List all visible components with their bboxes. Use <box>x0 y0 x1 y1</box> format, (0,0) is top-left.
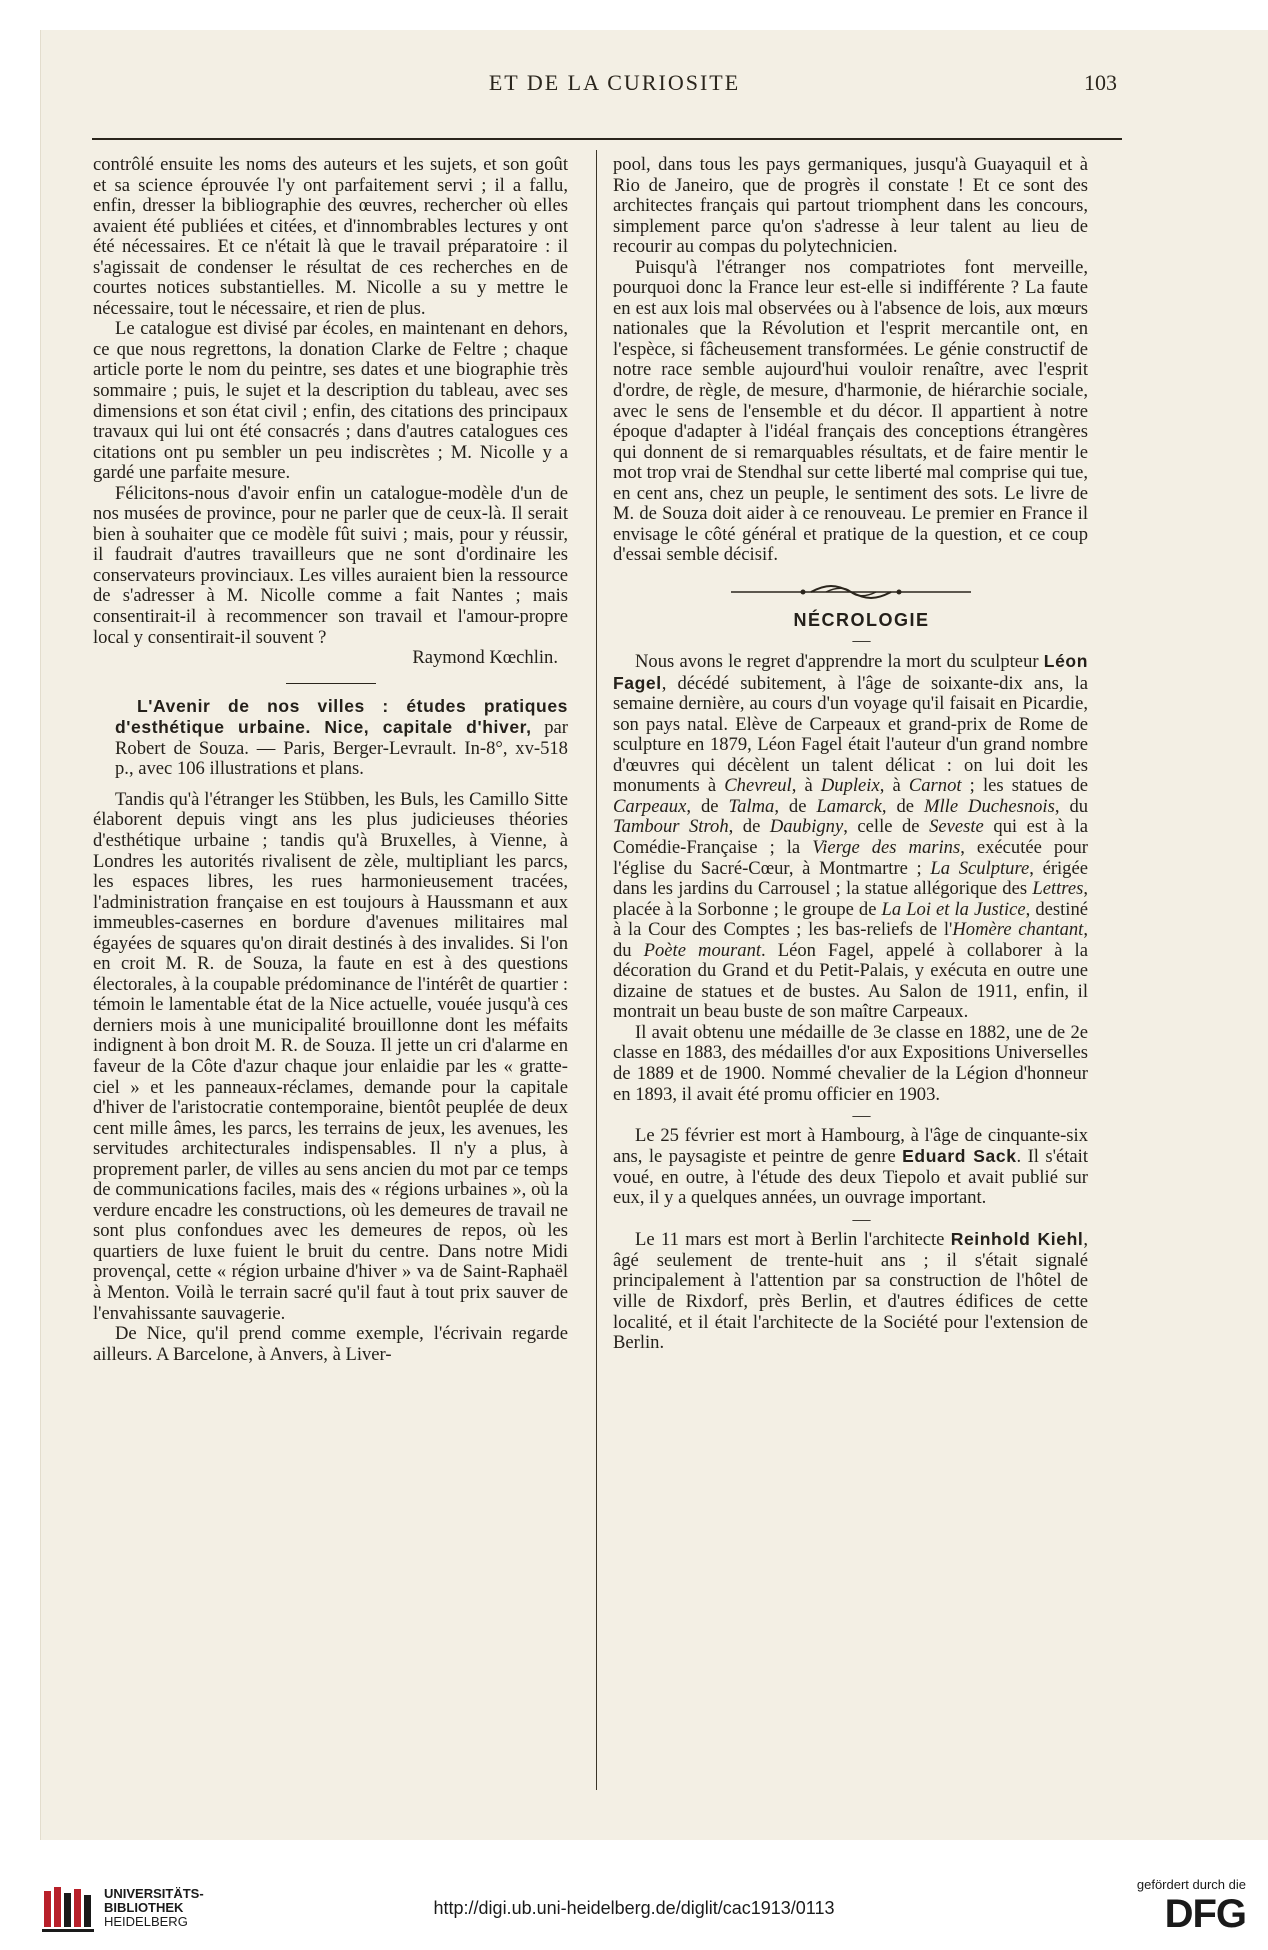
page-header <box>92 60 1137 100</box>
ornament-divider <box>613 582 1088 602</box>
review-heading <box>93 696 568 780</box>
paragraph: contrôlé ensuite les noms des auteurs et les sujets, et son goût et sa science éprouvée l'y ont parfaitement servi ; il a fallu, enfin, dresser la bibliographie des œuvres, rechercher où elles avaient été publiées et citées, et d'innombrables lectures y ont été nécessaires. Et ce n'était là que le travail préparatoire : il s'agissait de condenser le résultat de ces recherches en de courtes notices substantielles. M. Nicolle a su y mettre le nécessaire, tout le nécessaire, et rien de plus. <box>93 154 568 319</box>
paragraph: Puisqu'à l'étranger nos compatriotes font merveille, pourquoi donc la France leur est-elle si indifférente ? La faute en est aux lois mal observées ou à l'absence de lois, aux mœurs nationales que la Révolution et l'esprit mercantile ont, en l'espèce, si fâcheusement transformées. Le génie constructif de notre race semble aujourd'hui vouloir renaître, avec l'esprit d'ordre, de règle, de mesure, d'harmonie, de hiérarchie sociale, avec le sens de l'ensemble et du décor. Il appartient à notre époque d'adapter à l'idéal français des conceptions étrangères qui donnent de si remarquables résultats, et de faire mentir le mot trop vrai de Stendhal sur cette liberté mal comprise qui tue, en cent ans, chez un peuple, le sentiment des sots. Le livre de M. de Souza doit aider à ce renouveau. Le premier en France il envisage le côté général et pratique de la question, et ce coup d'essai semble décisif. <box>613 256 1088 566</box>
person-name: Eduard Sack <box>902 1146 1017 1167</box>
short-dash: — <box>852 630 871 651</box>
digitization-footer <box>0 1865 1268 1950</box>
person-name: Léon Fagel <box>613 651 1088 693</box>
paragraph: pool, dans tous les pays germaniques, jusqu'à Guayaquil et à Rio de Janeiro, que de progrès il constate ! Et ce sont des architectes français qui partout triomphent dans les concours, simplement parce qu'on s'adresse à leur talent au lieu de recourir au compas du polytechnicien. <box>613 154 1088 258</box>
source-url-link[interactable]: http://digi.ub.uni-heidelberg.de/diglit/cac1913/0113 <box>433 1898 835 1918</box>
section-title: NÉCROLOGIE <box>793 609 930 630</box>
obituary-sack: Le 25 février est mort à Hambourg, à l'âge de cinquante-six ans, le paysagiste et peintre de genre Eduard Sack. Il s'était voué, en outre, à l'étude des deux Tiepolo et avait publié sur eux, il y a quelques années, un ouvrage important. <box>613 1124 1088 1209</box>
author-signature: Raymond Kœchlin. <box>412 647 558 669</box>
running-title: ET DE LA CURIOSITE <box>488 70 741 95</box>
column-divider <box>596 150 597 1790</box>
funding-notice <box>1137 1877 1246 1934</box>
paragraph: Tandis qu'à l'étranger les Stübben, les Buls, les Camillo Sitte élaborent depuis vingt ans les plus judicieuses théories d'esthétique urbaine ; tandis qu'à Bruxelles, à Vienne, à Londres les autorités rivalisent de zèle, multipliant les parcs, les espaces libres, les rues harmonieusement tracées, l'administration française en est toujours à Haussmann et aux immeubles-casernes en bordure d'avenues militaires mal égayées de squares qu'on dirait destinés à des invalides. Si l'on en croit M. R. de Souza, la faute en est à des questions électorales, à la coupable prédominance de l'intérêt de quartier : témoin le lamentable état de la Nice actuelle, vouée jusqu'à ces derniers mois à une municipalité brouillonne dont les méfaits indignent à bon droit M. R. de Souza. Il jette un cri d'alarme en faveur de la Côte d'azur chaque jour enlaidie par les « gratte-ciel » et les panneaux-réclames, demande pour la capitale d'hiver de l'aristocratie contemporaine, bientôt peuplée de deux cent mille âmes, les parcs, les terrains de jeux, les avenues, les servitudes architecturales indispensables. Il n'y a plus, à proprement parler, de villes au sens ancien du mot par ce temps de communications faciles, mais des « régions urbaines », où la verdure encadre les constructions, où les demeures de travail ne sont plus confondues avec les demeures de repos, où les quartiers de luxe fuient le bruit du centre. Dans notre Midi provençal, cette « région urbaine d'hiver » va de Saint-Raphaël à Menton. Voilà le terrain sacré qu'il faut à tout prix sauver de l'envahissante sauvagerie. <box>93 788 568 1324</box>
review-publisher: — Paris, Berger-Levrault. In-8°, xv-518 p., avec 106 illustrations et plans. <box>115 737 568 780</box>
page-number: 103 <box>1084 70 1117 95</box>
dfg-logo: DFG <box>1164 1892 1246 1936</box>
right-column <box>613 155 1088 1354</box>
short-dash: — <box>852 1208 871 1229</box>
paragraph: De Nice, qu'il prend comme exemple, l'écrivain regarde ailleurs. A Barcelone, à Anvers, à Liver- <box>93 1323 568 1365</box>
funding-text: gefördert durch die <box>1136 1877 1246 1892</box>
paragraph: Il avait obtenu une médaille de 3e classe en 1882, une de 2e classe en 1883, des médailles d'or aux Expositions Universelles de 1889 et de 1900. Nommé chevalier de la Légion d'honneur en 1893, il avait été promu officier en 1903. <box>613 1021 1088 1105</box>
review-author: par Robert de Souza. <box>115 717 568 759</box>
header-rule <box>92 138 1122 140</box>
obituary-kiehl: Le 11 mars est mort à Berlin l'architecte Reinhold Kiehl, âgé seulement de trente-huit ans ; il s'était signalé principalement à l'attention par sa construction de l'hôtel de ville de Rixdorf, près Berlin, et d'autres édifices de cette localité, et il était l'architecte de la Société pour l'extension de Berlin. <box>613 1229 1088 1354</box>
short-dash: — <box>852 1105 871 1126</box>
library-name: UNIVERSITÄTS- BIBLIOTHEK HEIDELBERG <box>104 1886 204 1929</box>
review-title: L'Avenir de nos villes : études pratiques d'esthétique urbaine. Nice, capitale d'hiver, <box>115 695 568 738</box>
ornament-icon <box>731 582 971 602</box>
obituary-fagel: Nous avons le regret d'apprendre la mort du sculpteur Léon Fagel, décédé subitement, à l'âge de soixante-dix ans, la semaine dernière, au cours d'un voyage qu'il faisait en Picardie, son pays natal. Elève de Carpeaux et grand-prix de Rome de sculpture en 1879, Léon Fagel était l'auteur d'un grand nombre d'œuvres qui décèlent un talent délicat : on lui doit les monuments à Chevreul, à Dupleix, à Carnot ; les statues de Carpeaux, de Talma, de Lamarck, de Mlle Duchesnois, du Tambour Stroh, de Daubigny, celle de Seveste qui est à la Comédie-Française ; la Vierge des marins, exécutée pour l'église du Sacré-Cœur, à Montmartre ; La Sculpture, érigée dans les jardins du Carrousel ; la statue allégorique des Lettres, placée à la Sorbonne ; le groupe de La Loi et la Justice, destiné à la Cour des Comptes ; les bas-reliefs de l'Homère chantant, du Poète mourant. Léon Fagel, appelé à collaborer à la décoration du Grand et du Petit-Palais, y exécuta en outre une dizaine de statues et de bustes. Au Salon de 1911, enfin, il montrait un beau buste de son maître Carpeaux. <box>613 651 1089 1023</box>
separator-rule <box>286 683 376 684</box>
left-column <box>93 155 568 1365</box>
paragraph: Le catalogue est divisé par écoles, en maintenant en dehors, ce que nous regrettons, la donation Clarke de Feltre ; chaque article porte le nom du peintre, ses dates et une biographie très sommaire ; puis, le sujet et la description du tableau, avec ses dimensions et son état civil ; enfin, des citations des principaux travaux qui lui ont été consacrés ; dans d'autres catalogues ces citations ont pu sembler un peu indiscrètes ; M. Nicolle y a gardé une parfaite mesure. <box>93 318 568 484</box>
paragraph: Félicitons-nous d'avoir enfin un catalogue-modèle d'un de nos musées de province, pour ne parler que de ceux-là. Il serait bien à souhaiter que ce modèle fût suivi ; mais, pour y réussir, il faudrait d'autres travailleurs que ne sont d'ordinaire les conservateurs provinciaux. Les villes auraient bien la ressource de s'adresser à M. Nicolle comme a fait Nantes ; mais consentirait-il à recommencer son travail et l'amour-propre local y consentirait-il souvent ? <box>93 482 568 648</box>
person-name: Reinhold Kiehl <box>950 1229 1084 1250</box>
